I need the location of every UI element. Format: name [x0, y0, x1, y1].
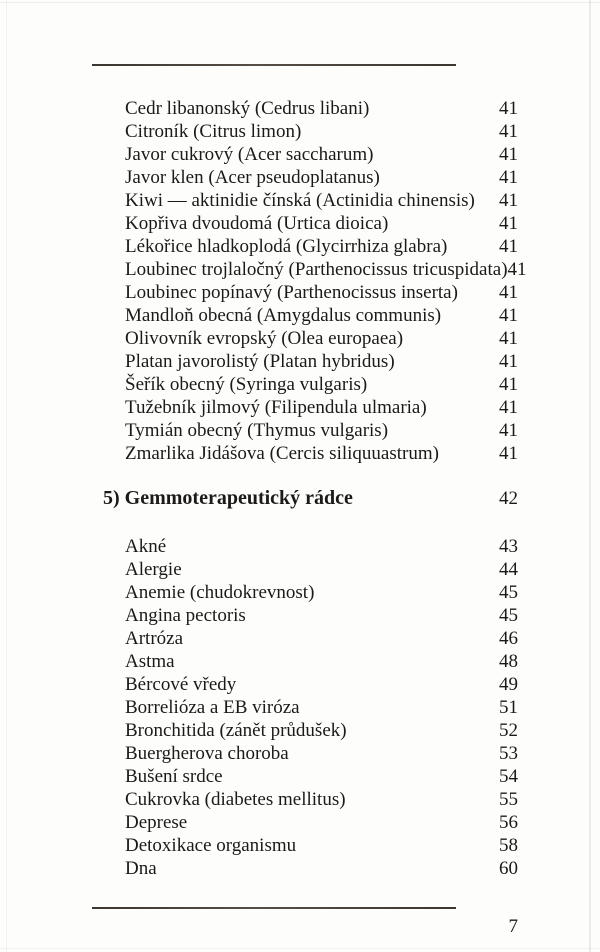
scan-edge-right [589, 0, 591, 952]
toc-entry-label: Javor cukrový (Acer saccharum) [125, 144, 374, 165]
toc-entry [125, 258, 527, 281]
section-page: 42 [499, 488, 518, 509]
toc-entry-page: 53 [499, 743, 518, 764]
toc-entry-page: 60 [499, 858, 518, 879]
toc-entry-page: 58 [499, 835, 518, 856]
toc-entry [125, 535, 518, 558]
footer-rule [92, 907, 456, 909]
toc-entry-label: Tymián obecný (Thymus vulgaris) [125, 420, 389, 441]
toc-entry [125, 673, 518, 696]
toc-entry-label: Javor klen (Acer pseudoplatanus) [125, 167, 380, 188]
toc-entry [125, 765, 518, 788]
toc-entry-page: 48 [499, 651, 518, 672]
toc-entry-page: 45 [499, 605, 518, 626]
toc-entry [125, 212, 518, 235]
toc-entry-label: Anemie (chudokrevnost) [125, 582, 315, 603]
toc-entry-label: Loubinec popínavý (Parthenocissus inserta) [125, 282, 458, 303]
toc-entry-label: Angina pectoris [125, 605, 246, 626]
scan-edge-bottom [0, 948, 600, 949]
toc-entry-page: 46 [499, 628, 518, 649]
toc-entry-page: 41 [499, 328, 518, 349]
toc-entry-page: 41 [499, 213, 518, 234]
toc-entry-page: 41 [499, 144, 518, 165]
toc-entry [125, 558, 518, 581]
toc-entry [125, 97, 518, 120]
toc-entry-label: Tužebník jilmový (Filipendula ulmaria) [125, 397, 427, 418]
toc-entry [125, 120, 518, 143]
page-number: 7 [508, 916, 518, 937]
toc-entry-page: 41 [507, 259, 527, 280]
toc-entry-label: Borrelióza a EB viróza [125, 697, 300, 718]
toc-entry-page: 41 [499, 167, 518, 188]
toc-entry-label: Šeřík obecný (Syringa vulgaris) [125, 374, 368, 395]
toc-entry-label: Bušení srdce [125, 766, 223, 787]
toc-entry-label: Platan javorolistý (Platan hybridus) [125, 351, 395, 372]
toc-entry [125, 396, 518, 419]
toc-entry [125, 581, 518, 604]
toc-entry [125, 719, 518, 742]
toc-entry-label: Astma [125, 651, 175, 672]
toc-entry-page: 41 [499, 374, 518, 395]
toc-entry [125, 857, 518, 880]
toc-entry-label: Loubinec trojlaločný (Parthenocissus tricuspidata) [125, 259, 508, 280]
toc-entry-page: 52 [499, 720, 518, 741]
toc-entry [125, 373, 518, 396]
toc-ailment-list [125, 535, 518, 880]
toc-entry-label: Bronchitida (zánět průdušek) [125, 720, 347, 741]
toc-entry-label: Kopřiva dvoudomá (Urtica dioica) [125, 213, 389, 234]
toc-entry [125, 742, 518, 765]
toc-entry-page: 49 [499, 674, 518, 695]
toc-entry-label: Akné [125, 536, 167, 557]
toc-entry-page: 51 [499, 697, 518, 718]
toc-entry-label: Lékořice hladkoplodá (Glycirrhiza glabra) [125, 236, 448, 257]
toc-entry [125, 834, 518, 857]
toc-entry-page: 55 [499, 789, 518, 810]
toc-entry-page: 56 [499, 812, 518, 833]
toc-entry [125, 419, 518, 442]
toc-entry [125, 811, 518, 834]
toc-entry [125, 650, 518, 673]
toc-entry-label: Cedr libanonský (Cedrus libani) [125, 98, 370, 119]
scan-edge-top [0, 2, 600, 3]
toc-plant-list [125, 97, 527, 465]
toc-entry-page: 41 [499, 351, 518, 372]
toc-entry-page: 44 [499, 559, 518, 580]
toc-entry [125, 788, 518, 811]
toc-entry-page: 41 [499, 121, 518, 142]
toc-entry-label: Dna [125, 858, 157, 879]
section-heading: 5) Gemmoterapeutický rádce [103, 487, 353, 509]
toc-entry [125, 604, 518, 627]
toc-entry-label: Alergie [125, 559, 182, 580]
toc-entry [125, 235, 518, 258]
toc-entry-label: Zmarlika Jidášova (Cercis siliquuastrum) [125, 443, 439, 464]
toc-entry-label: Buergherova choroba [125, 743, 289, 764]
toc-entry-label: Citroník (Citrus limon) [125, 121, 302, 142]
toc-entry-label: Deprese [125, 812, 188, 833]
toc-entry [125, 304, 518, 327]
section-heading-row [103, 485, 518, 512]
toc-entry-label: Bércové vředy [125, 674, 237, 695]
scan-edge-left [6, 0, 7, 952]
toc-entry [125, 350, 518, 373]
header-rule [92, 64, 456, 66]
toc-entry-page: 41 [499, 443, 518, 464]
toc-entry [125, 696, 518, 719]
toc-entry [125, 442, 518, 465]
toc-entry [125, 327, 518, 350]
toc-entry-label: Artróza [125, 628, 184, 649]
toc-entry-page: 41 [499, 236, 518, 257]
toc-entry [125, 627, 518, 650]
toc-entry-page: 41 [499, 420, 518, 441]
toc-entry-label: Cukrovka (diabetes mellitus) [125, 789, 346, 810]
toc-entry-page: 41 [499, 190, 518, 211]
toc-entry [125, 143, 518, 166]
toc-entry [125, 281, 518, 304]
toc-entry-label: Kiwi — aktinidie čínská (Actinidia chinensis) [125, 190, 475, 211]
toc-entry-page: 41 [499, 98, 518, 119]
toc-entry-label: Mandloň obecná (Amygdalus communis) [125, 305, 442, 326]
toc-entry-page: 43 [499, 536, 518, 557]
toc-entry-page: 41 [499, 282, 518, 303]
toc-entry-label: Detoxikace organismu [125, 835, 297, 856]
toc-entry [125, 166, 518, 189]
toc-entry-page: 54 [499, 766, 518, 787]
toc-entry [125, 189, 518, 212]
toc-entry-page: 41 [499, 397, 518, 418]
toc-entry-page: 41 [499, 305, 518, 326]
toc-entry-label: Olivovník evropský (Olea europaea) [125, 328, 404, 349]
toc-entry-page: 45 [499, 582, 518, 603]
